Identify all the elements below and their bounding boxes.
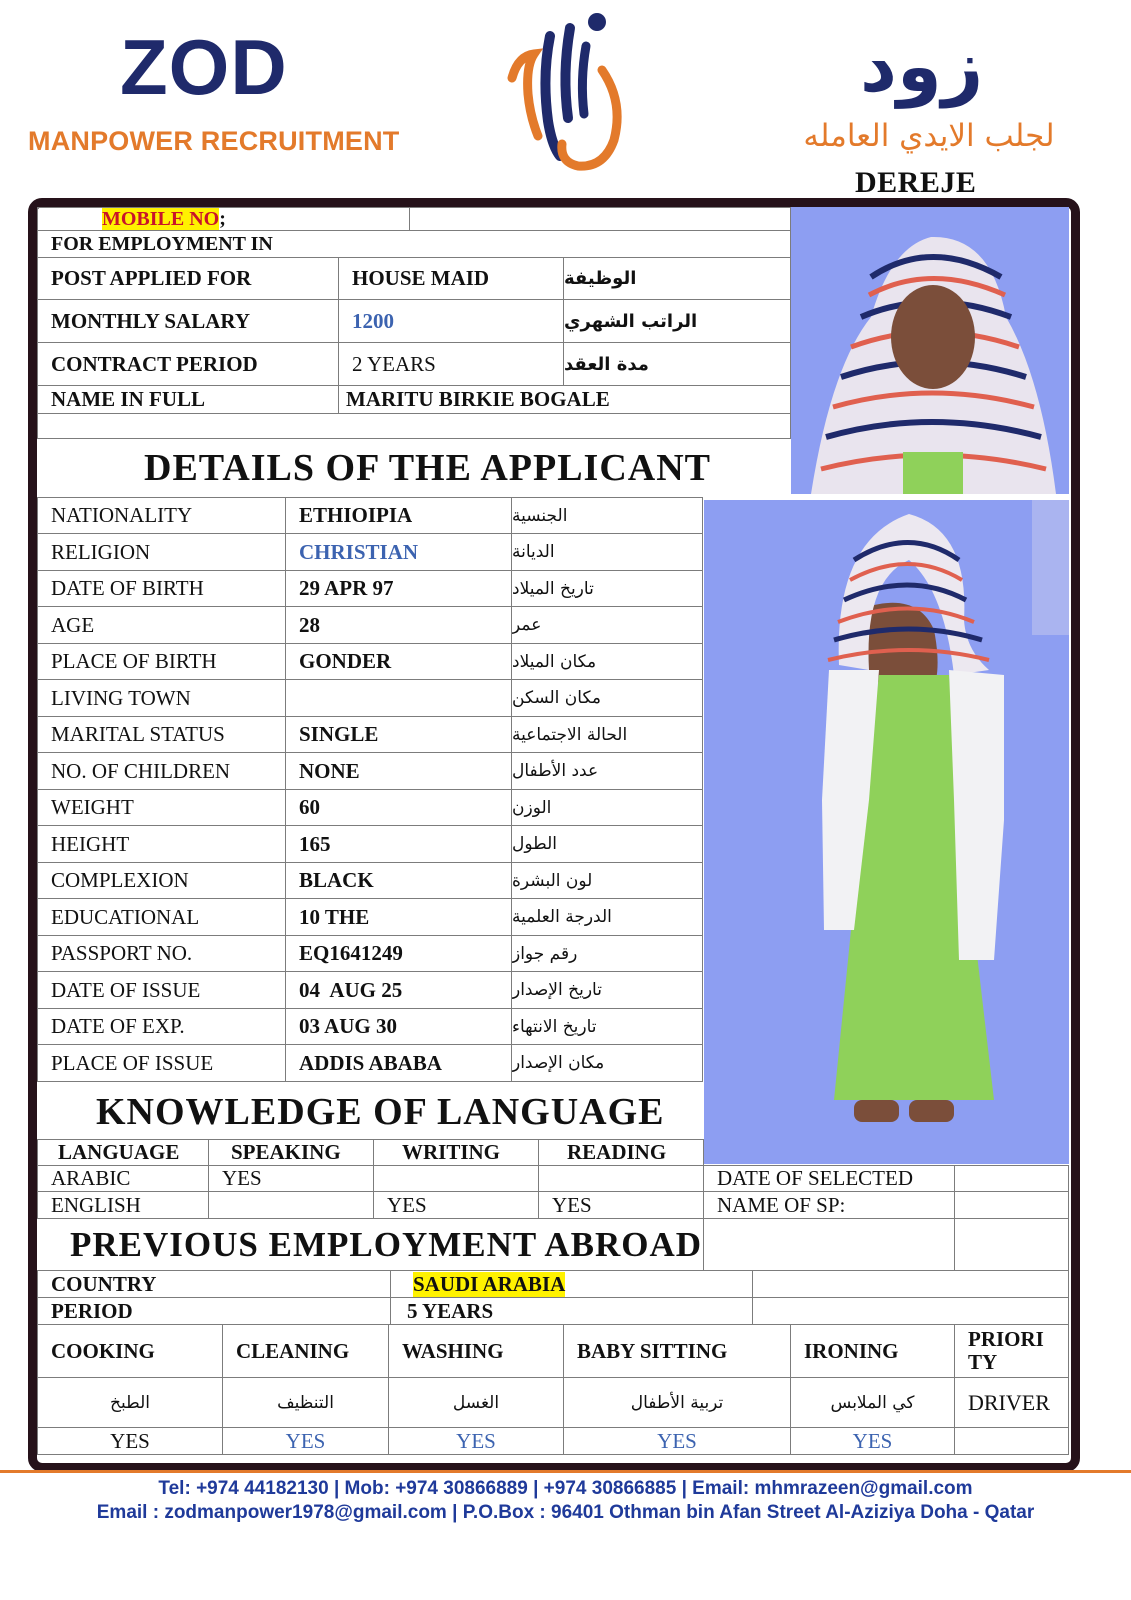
blank-cell	[752, 1297, 1069, 1325]
agent-name: DEREJE	[855, 166, 977, 199]
language-header-writing: WRITING	[373, 1139, 539, 1166]
mobile-value-cell	[409, 207, 791, 231]
skill-cooking-value: YES	[37, 1427, 223, 1455]
sponsor-value	[954, 1191, 1069, 1219]
name-label: NAME IN FULL	[37, 385, 339, 414]
detail-label-arabic: رقم جواز	[511, 935, 703, 972]
detail-value	[285, 679, 512, 717]
salary-label-arabic: الراتب الشهري	[563, 299, 791, 343]
date-selected-value	[954, 1165, 1069, 1192]
language-arabic-speaking: YES	[208, 1165, 374, 1192]
language-row-arabic: ARABIC	[37, 1165, 209, 1192]
blank-cell	[954, 1427, 1069, 1455]
detail-label: DATE OF EXP.	[37, 1008, 286, 1045]
detail-label: PASSPORT NO.	[37, 935, 286, 972]
detail-value: 29 APR 97	[285, 570, 512, 607]
skill-washing-value: YES	[388, 1427, 564, 1455]
detail-label-arabic: لون البشرة	[511, 862, 703, 899]
detail-label: DATE OF ISSUE	[37, 971, 286, 1009]
priority-label-line1: PRIORI	[968, 1326, 1044, 1351]
detail-value: GONDER	[285, 643, 512, 680]
detail-label-arabic: الديانة	[511, 533, 703, 571]
detail-label: EDUCATIONAL	[37, 898, 286, 936]
spacer-row	[37, 413, 791, 439]
country-label: COUNTRY	[37, 1270, 391, 1298]
full-body-figure-icon	[704, 500, 1069, 1164]
detail-label-arabic: الطول	[511, 825, 703, 863]
detail-value: 60	[285, 789, 512, 826]
brand-name: ZOD	[120, 23, 288, 111]
detail-value: 28	[285, 606, 512, 644]
detail-value: NONE	[285, 752, 512, 790]
post-label-arabic: الوظيفة	[563, 257, 791, 300]
detail-label-arabic: تاريخ الإصدار	[511, 971, 703, 1009]
detail-value: ADDIS ABABA	[285, 1044, 512, 1082]
language-header-language: LANGUAGE	[37, 1139, 209, 1166]
mobile-label-cell	[37, 207, 410, 231]
skill-ironing-arabic: كي الملابس	[790, 1377, 955, 1428]
mobile-label: MOBILE NO	[102, 207, 220, 230]
blank-cell	[703, 1218, 955, 1271]
language-header-reading: READING	[538, 1139, 704, 1166]
detail-label-arabic: عدد الأطفال	[511, 752, 703, 790]
detail-label: AGE	[37, 606, 286, 644]
skill-baby-sitting-arabic: تربية الأطفال	[563, 1377, 791, 1428]
detail-label-arabic: الجنسية	[511, 497, 703, 534]
skill-cleaning-value: YES	[222, 1427, 389, 1455]
detail-label: NO. OF CHILDREN	[37, 752, 286, 790]
detail-label-arabic: الوزن	[511, 789, 703, 826]
blank-cell	[954, 1218, 1069, 1271]
detail-label: RELIGION	[37, 533, 286, 571]
detail-label-arabic: الدرجة العلمية	[511, 898, 703, 936]
details-title: DETAILS OF THE APPLICANT	[144, 447, 712, 489]
applicant-full-body-photo	[704, 500, 1069, 1164]
blank-cell	[752, 1270, 1069, 1298]
contract-label: CONTRACT PERIOD	[37, 342, 339, 386]
employment-in-label: FOR EMPLOYMENT IN	[37, 230, 791, 258]
applicant-headshot-photo	[791, 207, 1069, 494]
brand-subtitle: MANPOWER RECRUITMENT	[28, 126, 400, 156]
period-value: 5 YEARS	[390, 1297, 753, 1325]
previous-employment-title: PREVIOUS EMPLOYMENT ABROAD	[70, 1225, 703, 1264]
salary-label: MONTHLY SALARY	[37, 299, 339, 343]
detail-label: HEIGHT	[37, 825, 286, 863]
detail-label-arabic: تاريخ الانتهاء	[511, 1008, 703, 1045]
priority-value: DRIVER	[954, 1377, 1069, 1428]
contract-value: 2 YEARS	[338, 342, 564, 386]
footer-contact-line2: Email : zodmanpower1978@gmail.com | P.O.Box : 96401 Othman bin Afan Street Al-Aziziya Doha - Qatar	[96, 1502, 1035, 1523]
footer-divider	[0, 1470, 1131, 1473]
post-label: POST APPLIED FOR	[37, 257, 339, 300]
salary-value: 1200	[338, 299, 564, 343]
sponsor-label: NAME OF SP:	[703, 1191, 955, 1219]
detail-label: MARITAL STATUS	[37, 716, 286, 753]
detail-value: 165	[285, 825, 512, 863]
brand-subtitle-arabic: لجلب الايدي العامله	[803, 118, 1055, 154]
skill-ironing-label: IRONING	[790, 1324, 955, 1378]
date-selected-label: DATE OF SELECTED	[703, 1165, 955, 1192]
skill-cooking-arabic: الطبخ	[37, 1377, 223, 1428]
detail-label-arabic: الحالة الاجتماعية	[511, 716, 703, 753]
detail-label: LIVING TOWN	[37, 679, 286, 717]
language-english-writing: YES	[373, 1191, 539, 1219]
detail-label-arabic: مكان الميلاد	[511, 643, 703, 680]
brand-logo-icon	[498, 6, 638, 176]
detail-value: EQ1641249	[285, 935, 512, 972]
detail-value: BLACK	[285, 862, 512, 899]
detail-label: WEIGHT	[37, 789, 286, 826]
detail-label: DATE OF BIRTH	[37, 570, 286, 607]
skill-ironing-value: YES	[790, 1427, 955, 1455]
language-arabic-writing	[373, 1165, 539, 1192]
skill-cleaning-arabic: التنظيف	[222, 1377, 389, 1428]
detail-label: NATIONALITY	[37, 497, 286, 534]
detail-label: COMPLEXION	[37, 862, 286, 899]
headshot-figure-icon	[791, 207, 1069, 494]
detail-label-arabic: تاريخ الميلاد	[511, 570, 703, 607]
detail-value: 10 THE	[285, 898, 512, 936]
priority-label-line2: TY	[968, 1350, 998, 1374]
detail-value: SINGLE	[285, 716, 512, 753]
skill-baby-sitting-label: BABY SITTING	[563, 1324, 791, 1378]
language-english-reading: YES	[538, 1191, 704, 1219]
language-header-speaking: SPEAKING	[208, 1139, 374, 1166]
detail-label-arabic: مكان السكن	[511, 679, 703, 717]
country-value: SAUDI ARABIA	[413, 1271, 566, 1296]
detail-value: 03 AUG 30	[285, 1008, 512, 1045]
language-row-english: ENGLISH	[37, 1191, 209, 1219]
language-english-speaking	[208, 1191, 374, 1219]
detail-label-arabic: مكان الإصدار	[511, 1044, 703, 1082]
skill-cooking-label: COOKING	[37, 1324, 223, 1378]
mobile-suffix: ;	[219, 207, 226, 230]
priority-label-cell	[954, 1324, 1069, 1378]
detail-label: PLACE OF ISSUE	[37, 1044, 286, 1082]
post-value: HOUSE MAID	[338, 257, 564, 300]
period-label: PERIOD	[37, 1297, 391, 1325]
brand-name-arabic: زود	[860, 24, 984, 108]
footer-contact-line1: Tel: +974 44182130 | Mob: +974 30866889 | +974 30866885 | Email: mhmrazeen@gmail.com	[158, 1478, 973, 1499]
detail-label: PLACE OF BIRTH	[37, 643, 286, 680]
language-title: KNOWLEDGE OF LANGUAGE	[96, 1091, 665, 1133]
skill-washing-label: WASHING	[388, 1324, 564, 1378]
skill-baby-sitting-value: YES	[563, 1427, 791, 1455]
name-value: MARITU BIRKIE BOGALE	[338, 385, 791, 414]
country-value-cell	[390, 1270, 753, 1298]
detail-value: ETHIOIPIA	[285, 497, 512, 534]
detail-value: 04 AUG 25	[285, 971, 512, 1009]
language-arabic-reading	[538, 1165, 704, 1192]
skill-washing-arabic: الغسل	[388, 1377, 564, 1428]
detail-label-arabic: عمر	[511, 606, 703, 644]
detail-value: CHRISTIAN	[285, 533, 512, 571]
contract-label-arabic: مدة العقد	[563, 342, 791, 386]
skill-cleaning-label: CLEANING	[222, 1324, 389, 1378]
